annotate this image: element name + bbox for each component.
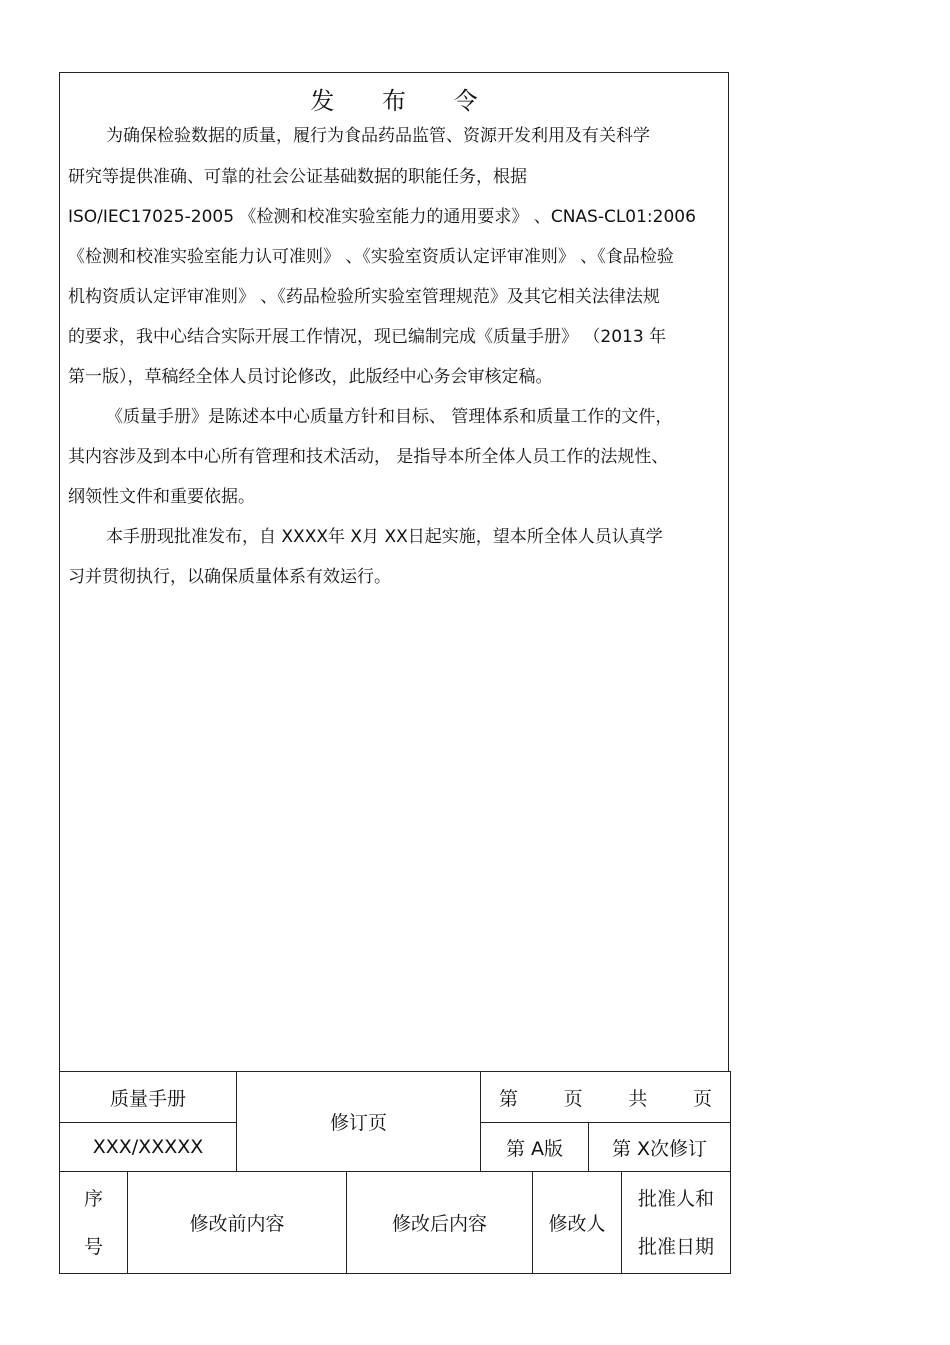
after-content-header: 修改后内容: [347, 1172, 533, 1274]
doc-code-cell: XXX/XXXXX: [60, 1123, 237, 1172]
paragraph-line: 《检测和校准实验室能力认可准则》 、《实验室资质认定评审准则》 、《食品检验: [68, 247, 674, 267]
paragraph-line: 机构资质认定评审准则》 、《药品检验所实验室管理规范》及其它相关法律法规: [68, 287, 660, 307]
seq-header: [60, 1172, 128, 1274]
seq-header-line: 号: [83, 1235, 103, 1258]
paragraph-line: 为确保检验数据的质量，履行为食品药品监管、资源开发利用及有关科学: [106, 126, 650, 146]
approver-header-line: 批准人和: [637, 1187, 714, 1210]
page-label: 共: [628, 1087, 648, 1110]
edition-cell: 第 A版: [481, 1123, 589, 1172]
paragraph-line: 的要求，我中心结合实际开展工作情况，现已编制完成《质量手册》 （2013 年: [68, 327, 667, 347]
paragraph-line: 习并贯彻执行，以确保质量体系有效运行。: [68, 567, 391, 587]
revision-count-cell: 第 X次修订: [589, 1123, 731, 1172]
paragraph-line: 第一版），草稿经全体人员讨论修改，此版经中心务会审核定稿。: [68, 367, 553, 387]
paragraph-line: 纲领性文件和重要依据。: [68, 487, 255, 507]
approver-header-line: 批准日期: [637, 1235, 714, 1258]
paragraph-line: ISO/IEC17025-2005 《检测和校准实验室能力的通用要求》 、CNAS-CL01:2006: [68, 207, 696, 227]
page-label: 第: [499, 1087, 519, 1110]
page-count-cell: [481, 1072, 731, 1123]
modifier-header: 修改人: [533, 1172, 622, 1274]
revision-page-cell: 修订页: [237, 1072, 481, 1172]
revision-table: [59, 1171, 731, 1274]
manual-name-cell: 质量手册: [60, 1072, 237, 1123]
footer-table: [59, 1071, 731, 1172]
paragraph-line: 本手册现批准发布，自 XXXX年 X月 XX日起实施，望本所全体人员认真学: [106, 527, 663, 547]
seq-header-line: 序: [83, 1187, 103, 1210]
page-label: 页: [563, 1087, 583, 1110]
approver-header: [622, 1172, 731, 1274]
decree-frame: [59, 72, 729, 1072]
page-label: 页: [692, 1087, 712, 1110]
paragraph-line: 研究等提供准确、可靠的社会公证基础数据的职能任务，根据: [68, 167, 527, 187]
paragraph-line: 其内容涉及到本中心所有管理和技术活动， 是指导本所全体人员工作的法规性、: [68, 447, 669, 467]
before-content-header: 修改前内容: [128, 1172, 347, 1274]
paragraph-line: 《质量手册》是陈述本中心质量方针和目标、 管理体系和质量工作的文件，: [106, 407, 673, 427]
page-title: 发 布 令: [310, 87, 498, 115]
